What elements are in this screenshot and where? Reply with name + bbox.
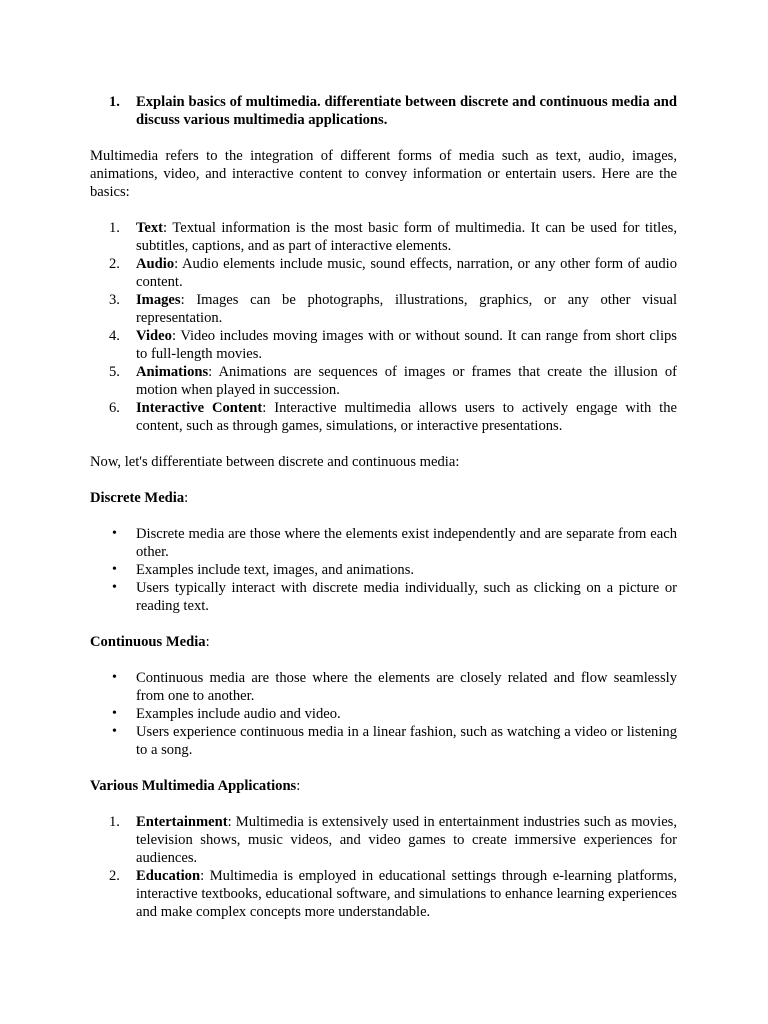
bullet-text: Examples include audio and video. — [136, 706, 341, 722]
list-number: 2. — [109, 256, 120, 272]
term: Interactive Content — [136, 400, 263, 416]
bullet-icon: • — [112, 580, 117, 595]
applications-list — [90, 813, 677, 921]
list-item — [90, 255, 677, 291]
section-heading-applications — [90, 777, 677, 795]
continuous-list — [90, 669, 677, 759]
term: Images — [136, 292, 181, 308]
list-number: 4. — [109, 328, 120, 344]
section-heading-continuous — [90, 633, 677, 651]
list-item — [90, 363, 677, 399]
bullet-icon: • — [112, 724, 117, 739]
question-list — [90, 93, 677, 129]
description: : Multimedia is extensively used in entertainment industries such as movies, television shows, music videos, and video games to create immersive experiences for audiences. — [136, 814, 677, 866]
description: : Audio elements include music, sound effects, narration, or any other form of audio content. — [136, 256, 677, 290]
bullet-text: Users typically interact with discrete media individually, such as clicking on a picture or reading text. — [136, 580, 677, 614]
bullet-text: Users experience continuous media in a linear fashion, such as watching a video or listening to a song. — [136, 724, 677, 758]
transition-paragraph: Now, let's differentiate between discrete and continuous media: — [90, 454, 460, 470]
bullet-item — [90, 723, 677, 759]
list-number: 3. — [109, 292, 120, 308]
term: Education — [136, 868, 201, 884]
list-number: 5. — [109, 364, 120, 380]
bullet-text: Continuous media are those where the elements are closely related and flow seamlessly from one to another. — [136, 670, 677, 704]
list-number: 1. — [109, 220, 120, 236]
term: Animations — [136, 364, 209, 380]
bullet-item — [90, 669, 677, 705]
list-item — [90, 399, 677, 435]
bullet-item — [90, 525, 677, 561]
heading-colon: : — [296, 778, 301, 794]
description: : Interactive multimedia allows users to actively engage with the content, such as through games, simulations, or interactive presentations. — [136, 400, 677, 434]
description: : Images can be photographs, illustrations, graphics, or any other visual representation. — [136, 292, 677, 326]
description: : Video includes moving images with or without sound. It can range from short clips to full-length movies. — [136, 328, 677, 362]
heading-colon: : — [184, 490, 189, 506]
list-number: 6. — [109, 400, 120, 416]
list-item — [90, 219, 677, 255]
term: Entertainment — [136, 814, 228, 830]
list-item — [90, 291, 677, 327]
bullet-icon: • — [112, 670, 117, 685]
description: : Textual information is the most basic form of multimedia. It can be used for titles, subtitles, captions, and as part of interactive elements. — [136, 220, 677, 254]
question-number: 1. — [109, 94, 120, 110]
list-item — [90, 327, 677, 363]
heading-text: Discrete Media — [90, 490, 185, 506]
list-item — [90, 867, 677, 921]
list-number: 2. — [109, 868, 120, 884]
description: : Multimedia is employed in educational settings through e-learning platforms, interactive textbooks, educational software, and simulations to enhance learning experiences and make complex concepts more understandable. — [136, 868, 677, 920]
intro-paragraph: Multimedia refers to the integration of different forms of media such as text, audio, images, animations, video, and interactive content to convey information or entertain users. Here are the basics: — [90, 148, 677, 200]
bullet-text: Examples include text, images, and animations. — [136, 562, 415, 578]
list-item — [90, 813, 677, 867]
heading-text: Continuous Media — [90, 634, 206, 650]
question-text: Explain basics of multimedia. differentiate between discrete and continuous media and discuss various multimedia applications. — [136, 94, 677, 128]
bullet-text: Discrete media are those where the elements exist independently and are separate from each other. — [136, 526, 677, 560]
bullet-icon: • — [112, 526, 117, 541]
bullet-icon: • — [112, 706, 117, 721]
heading-text: Various Multimedia Applications — [90, 778, 297, 794]
discrete-list — [90, 525, 677, 615]
bullet-item — [90, 579, 677, 615]
heading-colon: : — [205, 634, 210, 650]
term: Audio — [136, 256, 175, 272]
document-page — [90, 93, 677, 921]
bullet-item — [90, 705, 677, 723]
basics-list — [90, 219, 677, 435]
bullet-item — [90, 561, 677, 579]
list-number: 1. — [109, 814, 120, 830]
section-heading-discrete — [90, 489, 677, 507]
bullet-icon: • — [112, 562, 117, 577]
description: : Animations are sequences of images or frames that create the illusion of motion when played in succession. — [136, 364, 677, 398]
question-item — [90, 93, 677, 129]
term: Text — [136, 220, 164, 236]
term: Video — [136, 328, 172, 344]
